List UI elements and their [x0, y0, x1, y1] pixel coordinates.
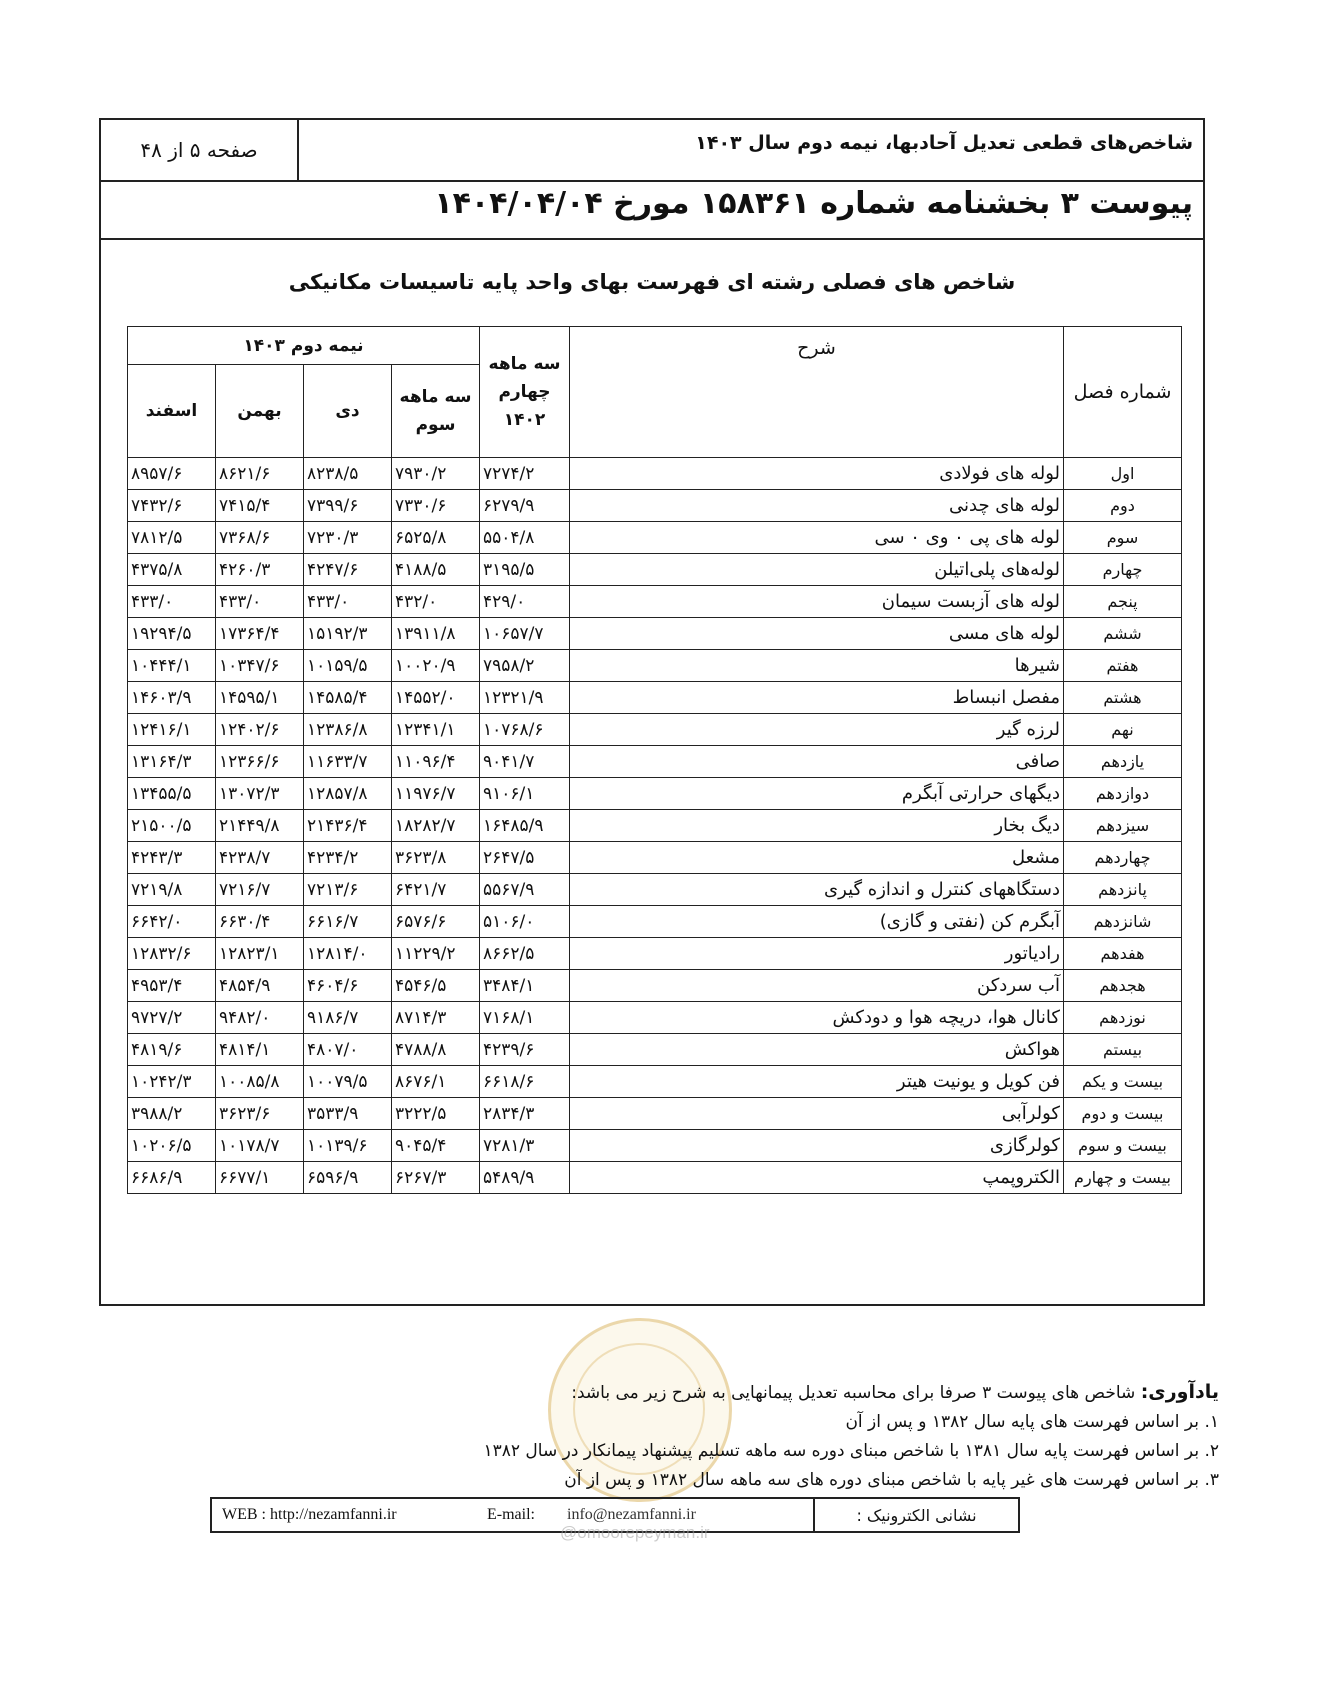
cell-chapter: بیستم	[1064, 1034, 1182, 1066]
cell-esfand: ۴۲۴۳/۳	[128, 842, 216, 874]
cell-dey: ۳۵۳۳/۹	[304, 1098, 392, 1130]
cell-chapter: ششم	[1064, 618, 1182, 650]
cell-dey: ۸۲۳۸/۵	[304, 458, 392, 490]
table-row	[128, 1098, 1182, 1130]
cell-chapter: هفدهم	[1064, 938, 1182, 970]
cell-bahman: ۱۰۱۷۸/۷	[216, 1130, 304, 1162]
annex-title: پیوست ۳ بخشنامه شماره ۱۵۸۳۶۱ مورخ ۱۴۰۴/۰۴/۰۴	[434, 186, 1193, 221]
cell-q4-1402: ۴۲۹/۰	[480, 586, 570, 618]
cell-esfand: ۱۲۴۱۶/۱	[128, 714, 216, 746]
cell-chapter: بیست و دوم	[1064, 1098, 1182, 1130]
footer-address-label: نشانی الکترونیک :	[813, 1499, 1018, 1531]
cell-bahman: ۸۶۲۱/۶	[216, 458, 304, 490]
cell-q3: ۷۹۳۰/۲	[392, 458, 480, 490]
cell-q3: ۴۱۸۸/۵	[392, 554, 480, 586]
cell-esfand: ۴۳۳/۰	[128, 586, 216, 618]
table-row	[128, 1162, 1182, 1194]
table-row	[128, 810, 1182, 842]
cell-chapter: پنجم	[1064, 586, 1182, 618]
cell-q3: ۱۱۲۲۹/۲	[392, 938, 480, 970]
cell-description: لرزه گیر	[570, 714, 1064, 746]
header-group-half-1403: نیمه دوم ۱۴۰۳	[128, 327, 480, 365]
cell-chapter: اول	[1064, 458, 1182, 490]
table-row	[128, 746, 1182, 778]
cell-esfand: ۷۲۱۹/۸	[128, 874, 216, 906]
cell-esfand: ۶۶۴۲/۰	[128, 906, 216, 938]
cell-bahman: ۲۱۴۴۹/۸	[216, 810, 304, 842]
document-frame	[99, 118, 1205, 1306]
cell-dey: ۴۲۴۷/۶	[304, 554, 392, 586]
cell-description: آب سردکن	[570, 970, 1064, 1002]
cell-q4-1402: ۷۱۶۸/۱	[480, 1002, 570, 1034]
cell-q3: ۸۷۱۴/۳	[392, 1002, 480, 1034]
cell-esfand: ۱۲۸۳۲/۶	[128, 938, 216, 970]
table-row	[128, 522, 1182, 554]
cell-dey: ۱۱۶۳۳/۷	[304, 746, 392, 778]
cell-dey: ۷۳۹۹/۶	[304, 490, 392, 522]
cell-q3: ۶۴۲۱/۷	[392, 874, 480, 906]
cell-bahman: ۴۸۵۴/۹	[216, 970, 304, 1002]
cell-description: کانال هوا، دریچه هوا و دودکش	[570, 1002, 1064, 1034]
cell-esfand: ۱۰۲۴۲/۳	[128, 1066, 216, 1098]
cell-q3: ۴۵۴۶/۵	[392, 970, 480, 1002]
footer-email-label: E-mail:	[487, 1506, 535, 1523]
cell-description: رادیاتور	[570, 938, 1064, 970]
table-row	[128, 970, 1182, 1002]
table-row	[128, 1034, 1182, 1066]
cell-esfand: ۱۹۲۹۴/۵	[128, 618, 216, 650]
cell-esfand: ۳۹۸۸/۲	[128, 1098, 216, 1130]
cell-description: کولرگازی	[570, 1130, 1064, 1162]
note-item-3: ۳. بر اساس فهرست های غیر پایه با شاخص مبنای دوره های سه ماهه سال ۱۳۸۲ و پس از آن	[564, 1470, 1219, 1490]
table-row	[128, 714, 1182, 746]
cell-description: لوله های پی ٠ وی ٠ سی	[570, 522, 1064, 554]
header-bahman: بهمن	[216, 365, 304, 458]
cell-q4-1402: ۱۰۶۵۷/۷	[480, 618, 570, 650]
watermark-text: @omoorepeyman.ir	[560, 1523, 710, 1542]
cell-description: لوله های فولادی	[570, 458, 1064, 490]
cell-chapter: شانزدهم	[1064, 906, 1182, 938]
header-row	[101, 120, 1203, 182]
cell-description: آبگرم کن (نفتی و گازی)	[570, 906, 1064, 938]
cell-q3: ۴۳۲/۰	[392, 586, 480, 618]
cell-dey: ۷۲۱۳/۶	[304, 874, 392, 906]
cell-bahman: ۱۷۳۶۴/۴	[216, 618, 304, 650]
cell-bahman: ۴۸۱۴/۱	[216, 1034, 304, 1066]
cell-esfand: ۱۰۴۴۴/۱	[128, 650, 216, 682]
cell-dey: ۱۲۸۵۷/۸	[304, 778, 392, 810]
cell-esfand: ۸۹۵۷/۶	[128, 458, 216, 490]
cell-chapter: دوازدهم	[1064, 778, 1182, 810]
cell-chapter: نوزدهم	[1064, 1002, 1182, 1034]
cell-dey: ۲۱۴۳۶/۴	[304, 810, 392, 842]
cell-esfand: ۷۸۱۲/۵	[128, 522, 216, 554]
cell-q4-1402: ۵۵۰۴/۸	[480, 522, 570, 554]
header-description: شرح	[570, 327, 1064, 458]
cell-bahman: ۴۲۶۰/۳	[216, 554, 304, 586]
cell-esfand: ۶۶۸۶/۹	[128, 1162, 216, 1194]
table-row	[128, 874, 1182, 906]
cell-chapter: بیست و سوم	[1064, 1130, 1182, 1162]
cell-bahman: ۱۲۳۶۶/۶	[216, 746, 304, 778]
cell-esfand: ۷۴۳۲/۶	[128, 490, 216, 522]
cell-q3: ۴۷۸۸/۸	[392, 1034, 480, 1066]
cell-q3: ۶۵۷۶/۶	[392, 906, 480, 938]
cell-q4-1402: ۶۲۷۹/۹	[480, 490, 570, 522]
table-row	[128, 458, 1182, 490]
cell-bahman: ۱۰۳۴۷/۶	[216, 650, 304, 682]
cell-esfand: ۲۱۵۰۰/۵	[128, 810, 216, 842]
cell-description: مفصل انبساط	[570, 682, 1064, 714]
header-q4-1402: سه ماهه چهارم ۱۴۰۲	[480, 327, 570, 458]
note-item-2: ۲. بر اساس فهرست پایه سال ۱۳۸۱ با شاخص مبنای دوره سه ماهه تسلیم پیشنهاد پیمانکار در سال ۱۳۸۲	[483, 1441, 1219, 1461]
cell-esfand: ۴۹۵۳/۴	[128, 970, 216, 1002]
cell-dey: ۱۰۰۷۹/۵	[304, 1066, 392, 1098]
annex-row	[101, 180, 1203, 240]
table-row	[128, 554, 1182, 586]
cell-bahman: ۱۲۸۲۳/۱	[216, 938, 304, 970]
table-body	[128, 458, 1182, 1194]
cell-dey: ۴۳۳/۰	[304, 586, 392, 618]
cell-dey: ۴۲۳۴/۲	[304, 842, 392, 874]
cell-dey: ۴۶۰۴/۶	[304, 970, 392, 1002]
cell-q3: ۸۶۷۶/۱	[392, 1066, 480, 1098]
cell-description: کولرآبی	[570, 1098, 1064, 1130]
cell-esfand: ۱۳۱۶۴/۳	[128, 746, 216, 778]
cell-q4-1402: ۷۲۸۱/۳	[480, 1130, 570, 1162]
cell-chapter: نهم	[1064, 714, 1182, 746]
cell-q3: ۱۸۲۸۲/۷	[392, 810, 480, 842]
cell-q4-1402: ۳۴۸۴/۱	[480, 970, 570, 1002]
notes-title: یادآوری:	[1140, 1381, 1219, 1403]
section-title: شاخص های فصلی رشته ای فهرست بهای واحد پایه تاسیسات مکانیکی	[288, 270, 1016, 294]
cell-esfand: ۱۳۴۵۵/۵	[128, 778, 216, 810]
cell-bahman: ۱۰۰۸۵/۸	[216, 1066, 304, 1098]
cell-q4-1402: ۲۶۴۷/۵	[480, 842, 570, 874]
cell-dey: ۹۱۸۶/۷	[304, 1002, 392, 1034]
cell-q3: ۶۲۶۷/۳	[392, 1162, 480, 1194]
cell-dey: ۷۲۳۰/۳	[304, 522, 392, 554]
table-row	[128, 682, 1182, 714]
cell-dey: ۱۰۱۵۹/۵	[304, 650, 392, 682]
footer-email[interactable]: info@nezamfanni.ir	[567, 1506, 696, 1523]
cell-dey: ۱۵۱۹۲/۳	[304, 618, 392, 650]
cell-description: هواکش	[570, 1034, 1064, 1066]
cell-q4-1402: ۸۶۶۲/۵	[480, 938, 570, 970]
cell-q4-1402: ۵۴۸۹/۹	[480, 1162, 570, 1194]
cell-bahman: ۳۶۲۳/۶	[216, 1098, 304, 1130]
cell-description: لوله‌های پلی‌اتیلن	[570, 554, 1064, 586]
cell-q4-1402: ۶۶۱۸/۶	[480, 1066, 570, 1098]
footer-web[interactable]: WEB : http://nezamfanni.ir	[222, 1506, 397, 1523]
table-row	[128, 842, 1182, 874]
cell-description: دیگهای حرارتی آبگرم	[570, 778, 1064, 810]
cell-bahman: ۱۴۵۹۵/۱	[216, 682, 304, 714]
cell-esfand: ۱۰۲۰۶/۵	[128, 1130, 216, 1162]
cell-q3: ۳۶۲۳/۸	[392, 842, 480, 874]
cell-q3: ۳۲۲۲/۵	[392, 1098, 480, 1130]
cell-description: صافی	[570, 746, 1064, 778]
cell-bahman: ۷۲۱۶/۷	[216, 874, 304, 906]
cell-dey: ۱۲۳۸۶/۸	[304, 714, 392, 746]
cell-q4-1402: ۱۰۷۶۸/۶	[480, 714, 570, 746]
cell-q4-1402: ۵۵۶۷/۹	[480, 874, 570, 906]
header-chapter: شماره فصل	[1064, 327, 1182, 458]
cell-q4-1402: ۳۱۹۵/۵	[480, 554, 570, 586]
notes-intro: شاخص های پیوست ۳ صرفا برای محاسبه تعدیل پیمانهایی به شرح زیر می باشد:	[571, 1383, 1136, 1403]
cell-q3: ۱۴۵۵۲/۰	[392, 682, 480, 714]
cell-q4-1402: ۹۱۰۶/۱	[480, 778, 570, 810]
cell-q4-1402: ۹۰۴۱/۷	[480, 746, 570, 778]
table-row	[128, 586, 1182, 618]
cell-esfand: ۴۸۱۹/۶	[128, 1034, 216, 1066]
cell-bahman: ۷۳۶۸/۶	[216, 522, 304, 554]
cell-esfand: ۴۳۷۵/۸	[128, 554, 216, 586]
cell-bahman: ۶۶۷۷/۱	[216, 1162, 304, 1194]
cell-description: دیگ بخار	[570, 810, 1064, 842]
cell-q4-1402: ۷۲۷۴/۲	[480, 458, 570, 490]
cell-chapter: چهارم	[1064, 554, 1182, 586]
cell-dey: ۱۰۱۳۹/۶	[304, 1130, 392, 1162]
table-row	[128, 650, 1182, 682]
cell-dey: ۴۸۰۷/۰	[304, 1034, 392, 1066]
cell-bahman: ۴۲۳۸/۷	[216, 842, 304, 874]
cell-q3: ۷۳۳۰/۶	[392, 490, 480, 522]
cell-description: فن کویل و یونیت هیتر	[570, 1066, 1064, 1098]
cell-dey: ۶۶۱۶/۷	[304, 906, 392, 938]
cell-chapter: سوم	[1064, 522, 1182, 554]
page-number: صفحه ۵ از ۴۸	[101, 120, 299, 180]
cell-chapter: هشتم	[1064, 682, 1182, 714]
cell-q4-1402: ۴۲۳۹/۶	[480, 1034, 570, 1066]
cell-q3: ۱۱۹۷۶/۷	[392, 778, 480, 810]
cell-chapter: یازدهم	[1064, 746, 1182, 778]
cell-q4-1402: ۱۲۳۲۱/۹	[480, 682, 570, 714]
header-dey: دی	[304, 365, 392, 458]
table-row	[128, 618, 1182, 650]
cell-q3: ۱۰۰۲۰/۹	[392, 650, 480, 682]
cell-description: لوله های چدنی	[570, 490, 1064, 522]
table-row	[128, 1066, 1182, 1098]
cell-chapter: چهاردهم	[1064, 842, 1182, 874]
table-row	[128, 1130, 1182, 1162]
cell-bahman: ۷۴۱۵/۴	[216, 490, 304, 522]
cell-q4-1402: ۱۶۴۸۵/۹	[480, 810, 570, 842]
cell-bahman: ۱۳۰۷۲/۳	[216, 778, 304, 810]
table-row	[128, 938, 1182, 970]
cell-dey: ۶۵۹۶/۹	[304, 1162, 392, 1194]
cell-bahman: ۹۴۸۲/۰	[216, 1002, 304, 1034]
notes-block	[219, 1378, 1219, 1495]
table-row	[128, 490, 1182, 522]
cell-bahman: ۱۲۴۰۲/۶	[216, 714, 304, 746]
header-esfand: اسفند	[128, 365, 216, 458]
cell-chapter: بیست و چهارم	[1064, 1162, 1182, 1194]
index-table	[127, 326, 1182, 1194]
cell-chapter: سیزدهم	[1064, 810, 1182, 842]
cell-q4-1402: ۷۹۵۸/۲	[480, 650, 570, 682]
cell-esfand: ۱۴۶۰۳/۹	[128, 682, 216, 714]
header-q3: سه ماهه سوم	[392, 365, 480, 458]
note-item-1: ۱. بر اساس فهرست های پایه سال ۱۳۸۲ و پس از آن	[845, 1412, 1219, 1432]
cell-bahman: ۶۶۳۰/۴	[216, 906, 304, 938]
table-row	[128, 1002, 1182, 1034]
cell-q3: ۹۰۴۵/۴	[392, 1130, 480, 1162]
cell-description: لوله های مسی	[570, 618, 1064, 650]
cell-chapter: هجدهم	[1064, 970, 1182, 1002]
cell-q4-1402: ۵۱۰۶/۰	[480, 906, 570, 938]
cell-esfand: ۹۷۲۷/۲	[128, 1002, 216, 1034]
table-row	[128, 778, 1182, 810]
document-title: شاخص‌های قطعی تعدیل آحادبها، نیمه دوم سال ۱۴۰۳	[695, 132, 1193, 154]
cell-dey: ۱۴۵۸۵/۴	[304, 682, 392, 714]
cell-bahman: ۴۳۳/۰	[216, 586, 304, 618]
cell-description: مشعل	[570, 842, 1064, 874]
cell-chapter: دوم	[1064, 490, 1182, 522]
cell-q3: ۱۲۳۴۱/۱	[392, 714, 480, 746]
cell-dey: ۱۲۸۱۴/۰	[304, 938, 392, 970]
cell-description: لوله های آزبست سیمان	[570, 586, 1064, 618]
cell-q3: ۱۱۰۹۶/۴	[392, 746, 480, 778]
cell-q4-1402: ۲۸۳۴/۳	[480, 1098, 570, 1130]
cell-description: شیرها	[570, 650, 1064, 682]
table-row	[128, 906, 1182, 938]
cell-description: الکتروپمپ	[570, 1162, 1064, 1194]
cell-chapter: هفتم	[1064, 650, 1182, 682]
cell-q3: ۱۳۹۱۱/۸	[392, 618, 480, 650]
cell-q3: ۶۵۲۵/۸	[392, 522, 480, 554]
cell-chapter: بیست و یکم	[1064, 1066, 1182, 1098]
cell-description: دستگاههای کنترل و اندازه گیری	[570, 874, 1064, 906]
cell-chapter: پانزدهم	[1064, 874, 1182, 906]
